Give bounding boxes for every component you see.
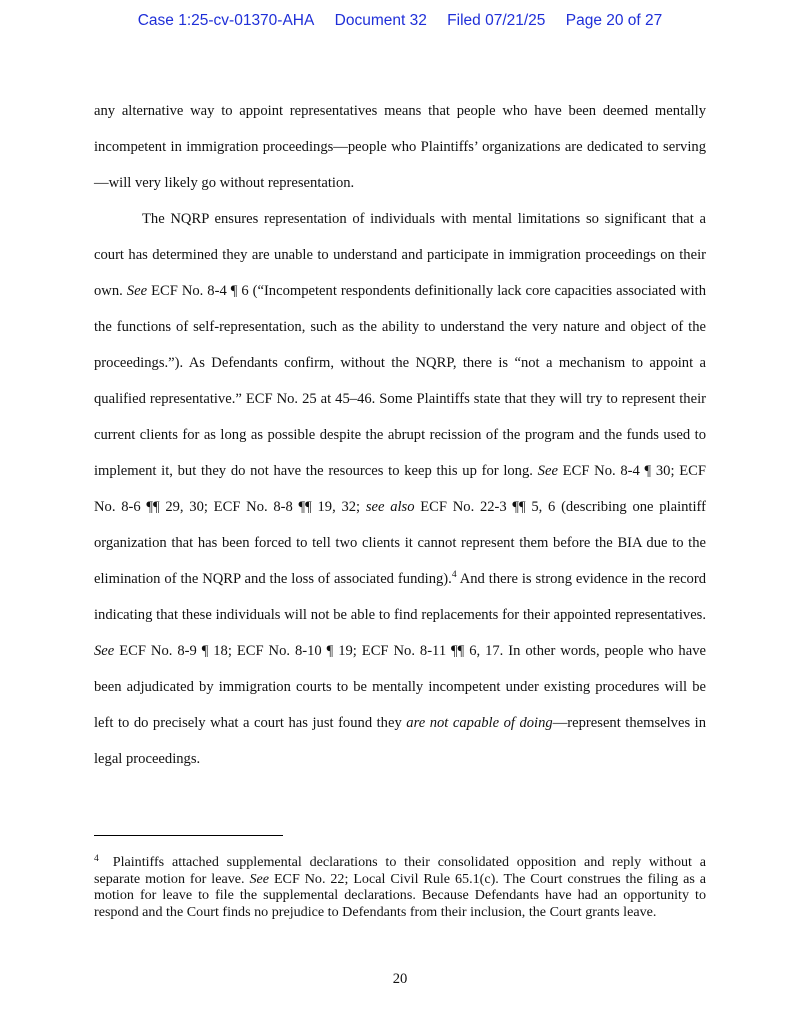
- paragraph-nqrp: The NQRP ensures representation of individuals with mental limitations so significant that a court has determined they are unable to understand and participate in immigration proceedings on their own. See ECF No. 8-4 ¶ 6 (“Incompetent respondents definitionally lack core capacities associated with the functions of self-representation, such as the ability to understand the very nature and object of the proceedings.”). As Defendants confirm, without the NQRP, there is “not a mechanism to appoint a qualified representative.” ECF No. 25 at 45–46. Some Plaintiffs state that they will try to represent their current clients for as long as possible despite the abrupt recission of the program and the funds used to implement it, but they do not have the resources to keep this up for long. See ECF No. 8-4 ¶ 30; ECF No. 8-6 ¶¶ 29, 30; ECF No. 8-8 ¶¶ 19, 32; see also ECF No. 22-3 ¶¶ 5, 6 (describing one plaintiff organization that has been forced to tell two clients it cannot represent them before the BIA due to the elimination of the NQRP and the loss of associated funding).$^4$ And there is strong evidence in the record indicating that these individuals will not be able to find replacements for their appointed representatives. See ECF No. 8-9 ¶ 18; ECF No. 8-10 ¶ 19; ECF No. 8-11 ¶¶ 6, 17. In other words, people who have been adjudicated by immigration courts to be mentally incompetent under existing procedures will be left to do precisely what a court has just found they are not capable of doing—represent themselves in legal proceedings.: [94, 211, 707, 767]
- signal-see: See: [249, 870, 270, 887]
- signal-see: See: [537, 463, 558, 479]
- page-number: 20: [392, 971, 408, 987]
- case-number: Case 1:25-cv-01370-AHA: [137, 12, 315, 29]
- footnote-number: 4: [94, 854, 99, 864]
- paragraph-continuation: any alternative way to appoint representatives means that people who have been deemed mentally incompetent in immigration proceedings—people who Plaintiffs’ organizations are dedicated to serving—will very likely go without representation.: [94, 103, 706, 191]
- case-header: [0, 12, 800, 30]
- footnote-reference[interactable]: 4: [451, 570, 457, 580]
- signal-see-also: see also: [365, 499, 415, 515]
- main-body: [94, 93, 706, 777]
- emphasis-phrase: are not capable of doing: [406, 715, 553, 731]
- page-of-pages: Page 20 of 27: [565, 12, 663, 29]
- signal-see: See: [126, 283, 148, 299]
- document-number: Document 32: [334, 12, 427, 29]
- filed-date: Filed 07/21/25: [447, 12, 546, 29]
- signal-see: See: [94, 643, 115, 659]
- footnote-4: $^4$ Plaintiffs attached supplemental declarations to their consolidated opposition and reply without a separate motion for leave. See ECF No. 22; Local Civil Rule 65.1(c). The Court construes the filing as a motion for leave to file the supplemental declarations. Because Defendants have had an opportunity to respond and the Court finds no prejudice to Defendants from their inclusion, the Court grants leave.: [94, 854, 706, 920]
- footnote-divider: [94, 835, 283, 836]
